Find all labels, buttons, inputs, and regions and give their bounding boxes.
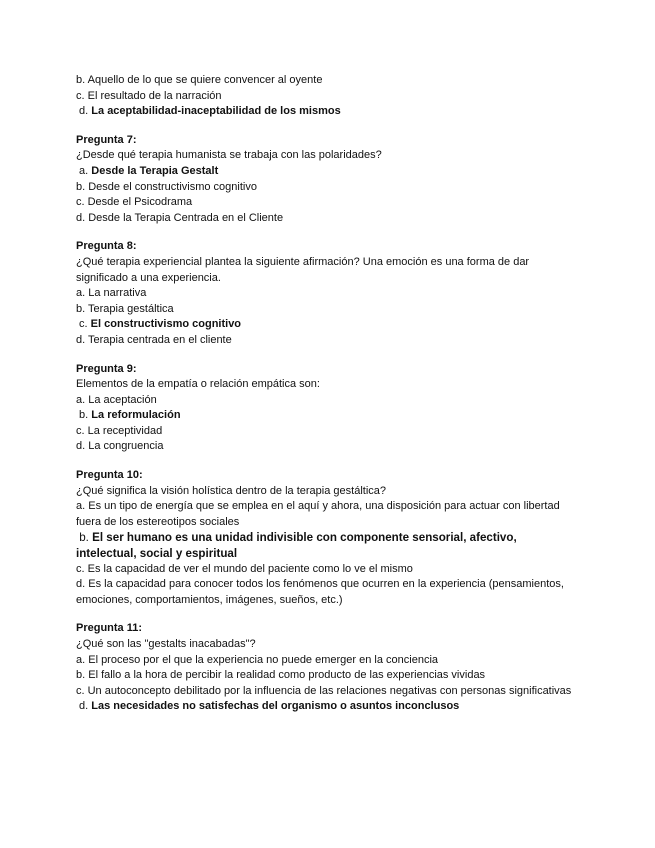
question-10 (76, 468, 576, 608)
option-b: b. Terapia gestáltica (76, 302, 174, 315)
question-stem: Elementos de la empatía o relación empática son: (76, 378, 320, 391)
option-a (76, 164, 576, 180)
option-letter: c. (76, 318, 91, 331)
correct-answer-text: La aceptabilidad-inaceptabilidad de los mismos (91, 105, 341, 118)
question-title: Pregunta 11: (76, 622, 143, 635)
option-d (76, 104, 576, 120)
option-c (76, 317, 576, 333)
carryover-options (76, 73, 576, 120)
option-b: b. El fallo a la hora de percibir la realidad como producto de las experiencias vividas (76, 669, 486, 682)
option-d: d. Desde la Terapia Centrada en el Cliente (76, 211, 284, 224)
correct-answer-text: Desde la Terapia Gestalt (91, 164, 219, 177)
question-title: Pregunta 7: (76, 133, 137, 146)
option-letter: a. (76, 164, 92, 177)
correct-answer-text: El ser humano es una unidad indivisible con componente sensorial, afectivo, intelectual, social y espiritual (76, 531, 517, 561)
question-11 (76, 621, 576, 715)
document-page (76, 73, 576, 715)
correct-answer-text: Las necesidades no satisfechas del organismo o asuntos inconclusos (91, 700, 460, 713)
option-letter: b. (76, 531, 93, 545)
question-stem: ¿Desde qué terapia humanista se trabaja con las polaridades? (76, 149, 382, 162)
option-d: d. Es la capacidad para conocer todos los fenómenos que ocurren en la experiencia (pensamientos, emociones, comportamientos, imágenes, sueños, etc.) (76, 578, 564, 606)
question-7 (76, 133, 576, 227)
option-b (76, 530, 576, 561)
question-9 (76, 362, 576, 456)
option-c: c. Es la capacidad de ver el mundo del paciente como lo ve el mismo (76, 562, 413, 575)
option-a: a. La aceptación (76, 393, 157, 406)
question-stem: ¿Qué terapia experiencial plantea la siguiente afirmación? Una emoción es una forma de dar significado a una experiencia. (76, 255, 530, 284)
option-d: d. Terapia centrada en el cliente (76, 333, 232, 346)
question-title: Pregunta 9: (76, 362, 137, 375)
option-b: b. Desde el constructivismo cognitivo (76, 180, 257, 193)
option-a: a. La narrativa (76, 287, 147, 300)
option-c: c. Un autoconcepto debilitado por la influencia de las relaciones negativas con personas significativas (76, 684, 572, 697)
option-d: d. La congruencia (76, 440, 164, 453)
correct-answer-text: La reformulación (91, 409, 181, 422)
correct-answer-text: El constructivismo cognitivo (90, 318, 242, 331)
question-stem: ¿Qué son las "gestalts inacabadas"? (76, 638, 256, 650)
question-stem: ¿Qué significa la visión holística dentro de la terapia gestáltica? (76, 484, 387, 497)
option-letter: b. (76, 409, 92, 422)
option-b (76, 408, 576, 424)
option-letter: d. (76, 105, 92, 118)
question-title: Pregunta 10: (76, 469, 143, 482)
option-b: b. Aquello de lo que se quiere convencer al oyente (76, 74, 323, 86)
option-c: c. La receptividad (76, 424, 163, 437)
question-8 (76, 239, 576, 348)
option-c: c. El resultado de la narración (76, 89, 222, 102)
option-letter: d. (76, 700, 92, 713)
question-title: Pregunta 8: (76, 240, 137, 253)
option-a: a. Es un tipo de energía que se emplea en el aquí y ahora, una disposición para actuar con libertad fuera de los estereotipos sociales (76, 500, 560, 528)
option-c: c. Desde el Psicodrama (76, 196, 193, 209)
option-d (76, 699, 576, 715)
option-a: a. El proceso por el que la experiencia no puede emerger en la conciencia (76, 653, 439, 666)
